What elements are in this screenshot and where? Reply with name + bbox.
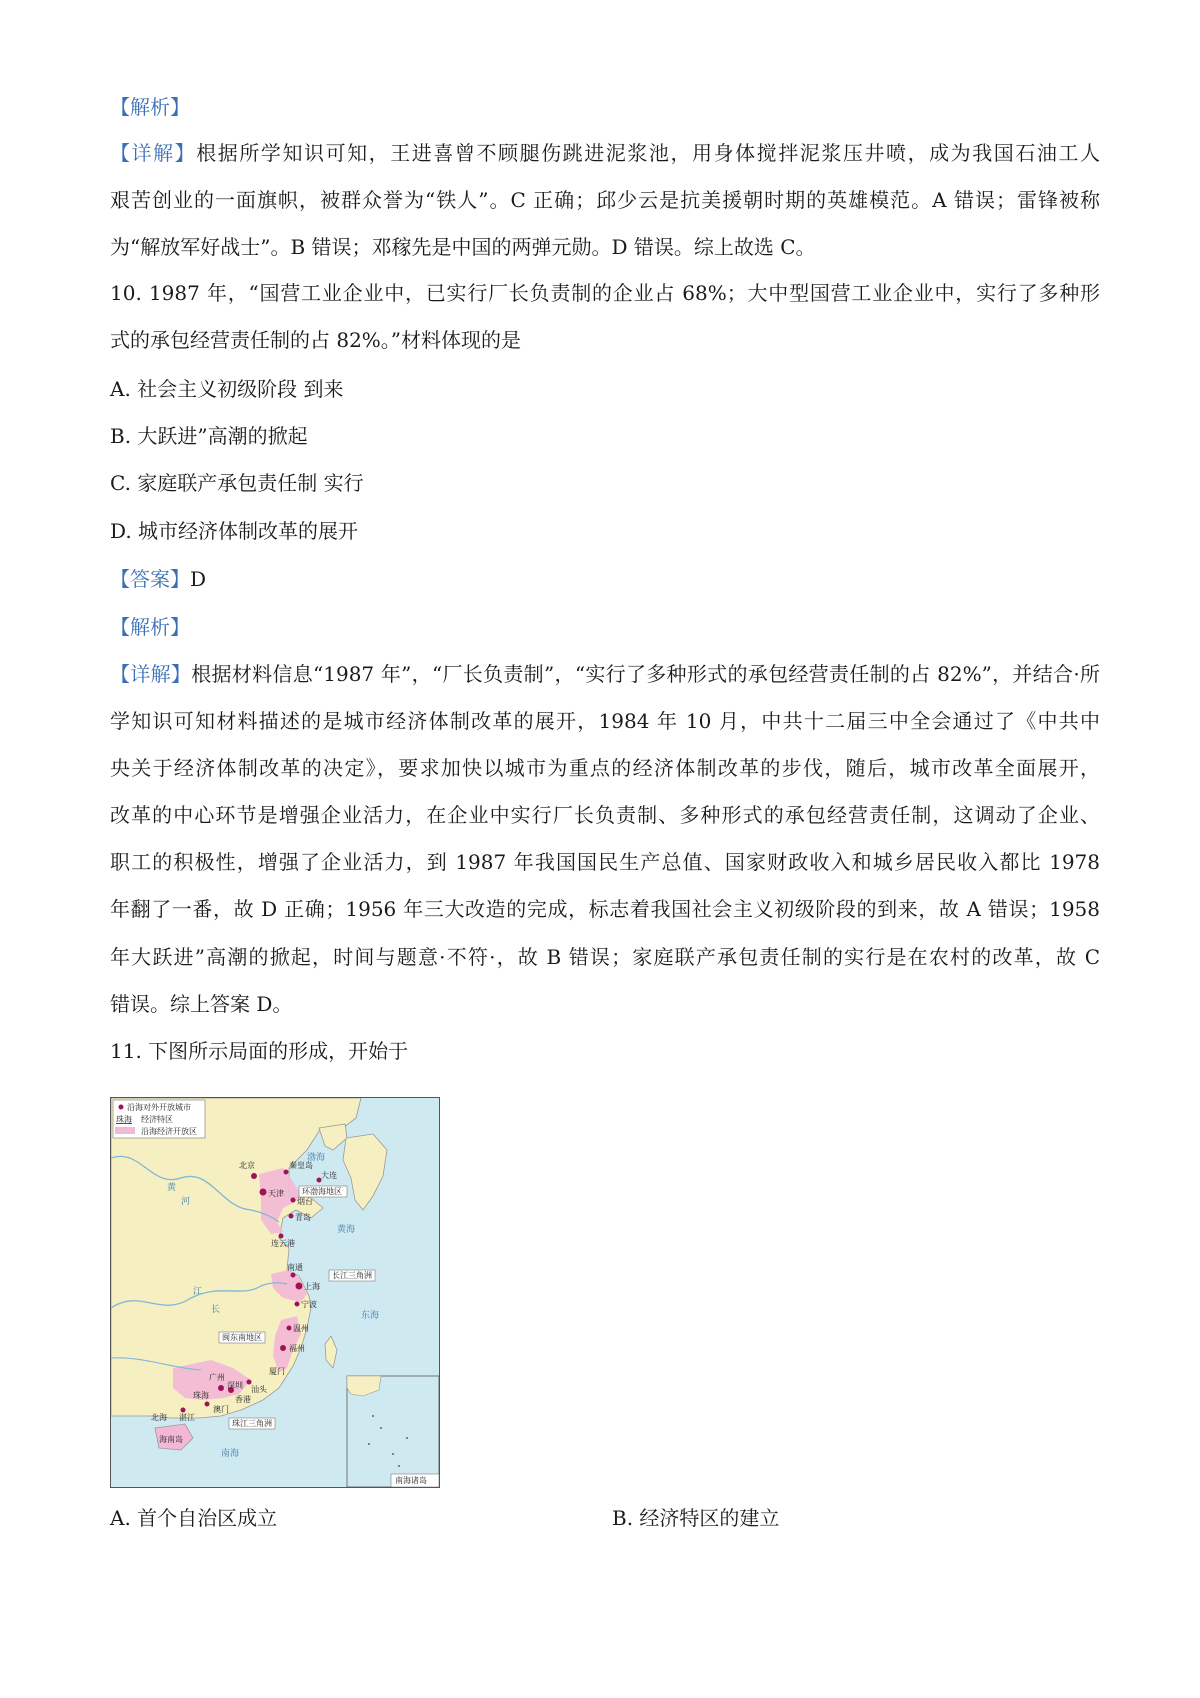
analysis-line-5: 职工的积极性，增强了企业活力，到 1987 年我国国民生产总值、国家财政收入和城乡居民收入都比 1978: [110, 850, 1100, 874]
analysis-heading-2: [110, 614, 1100, 640]
city-qinhuangdao: 秦皇岛: [289, 1161, 313, 1170]
sea-donghai: 东海: [361, 1311, 380, 1321]
analysis-line-6: 年翻了一番，故 D 正确；1956 年三大改造的完成，标志着我国社会主义初级阶段的到来，故 A 错误；1958: [110, 897, 1100, 921]
city-wenzhou: 温州: [293, 1324, 309, 1333]
city-shantou: 汕头: [251, 1385, 267, 1394]
river-label-chang: 长: [211, 1305, 221, 1315]
region-changjiang: 长江三角洲: [332, 1271, 372, 1280]
legend-sez: 经济特区: [141, 1115, 173, 1124]
detail-tag: 【详解】: [110, 662, 192, 686]
analysis-line-3: 央关于经济体制改革的决定》，要求加快以城市为重点的经济体制改革的步伐，随后，城市改革全面展开，: [110, 756, 1100, 780]
answer-line: [110, 566, 1100, 592]
city-qingdao: 青岛: [295, 1213, 311, 1222]
city-xiamen: 厦门: [269, 1367, 285, 1376]
city-yantai: 烟台: [297, 1197, 313, 1206]
map-svg: [111, 1098, 440, 1488]
sea-nanhai: 南海: [221, 1449, 240, 1459]
option-d: D. 城市经济体制改革的展开: [110, 519, 359, 543]
analysis-tag: 【解析】: [110, 615, 190, 639]
question-11-stem: 11. 下图所示局面的形成，开始于: [110, 1039, 409, 1063]
liaodong: [319, 1124, 347, 1150]
legend-open-city: 沿海对外开放城市: [127, 1103, 191, 1112]
city-zhanjiang: 湛江: [179, 1413, 195, 1422]
sea-bohai: 渤海: [307, 1153, 326, 1163]
detail-line-3: 为“解放军好战士”。B 错误；邓稼先是中国的两弹元勋。D 错误。综上故选 C。: [110, 235, 816, 259]
analysis-line-2: 学知识可知材料描述的是城市经济体制改革的展开，1984 年 10 月，中共十二届三中全会通过了《中共中: [110, 709, 1100, 733]
city-macau: 澳门: [213, 1405, 229, 1414]
city-beijing: 北京: [239, 1161, 255, 1170]
region-bohai: 环渤海地区: [302, 1187, 342, 1196]
region-zhujiang: 珠江三角洲: [232, 1419, 272, 1428]
legend-sez-sample: 珠海: [116, 1115, 132, 1124]
q11-option-b: B. 经济特区的建立: [612, 1506, 780, 1530]
analysis-line-8: 错误。综上答案 D。: [110, 992, 293, 1016]
city-zhuhai: 珠海: [193, 1391, 209, 1400]
question-10-stem-2: 式的承包经营责任制的占 82%。”材料体现的是: [110, 328, 522, 352]
analysis-line-1: [110, 661, 1100, 687]
city-guangzhou: 广州: [209, 1373, 225, 1382]
taiwan: [325, 1336, 337, 1368]
legend-zone: 沿海经济开放区: [141, 1127, 197, 1136]
city-lianyungang: 连云港: [271, 1239, 295, 1248]
analysis-line-7: 年大跃进”高潮的掀起，时间与题意·不符·，故 B 错误；家庭联产承包责任制的实行是在农村的改革，故 C: [110, 945, 1100, 969]
river-label-huang: 黄: [167, 1183, 177, 1193]
river-label-he: 河: [181, 1197, 191, 1207]
detail-line-2: 艰苦创业的一面旗帜，被群众誉为“铁人”。C 正确；邱少云是抗美援朝时期的英雄模范。A 错误；雷锋被称: [110, 188, 1100, 212]
option-c: C. 家庭联产承包责任制 实行: [110, 471, 364, 495]
city-dalian: 大连: [321, 1171, 337, 1180]
korea-peninsula: [343, 1134, 387, 1210]
analysis-tag: 【解析】: [110, 95, 190, 119]
question-10-stem-1: 10. 1987 年，“国营工业企业中，已实行厂长负责制的企业占 68%；大中型国营工业企业中，实行了多种形: [110, 281, 1100, 305]
option-a: A. 社会主义初级阶段 到来: [110, 377, 344, 401]
city-tianjin: 天津: [268, 1189, 284, 1198]
answer-value: D: [190, 567, 207, 591]
answer-tag: 【答案】: [110, 567, 190, 591]
analysis-heading-1: [110, 94, 1100, 120]
city-beihai: 北海: [151, 1413, 167, 1422]
river-label-jiang: 江: [193, 1287, 203, 1297]
detail-line-1: [110, 140, 1100, 166]
city-shanghai: 上海: [304, 1282, 320, 1291]
city-hongkong: 香港: [235, 1395, 251, 1404]
q11-option-a: A. 首个自治区成立: [110, 1506, 278, 1530]
city-ningbo: 宁波: [301, 1300, 317, 1309]
coastal-opening-map: [110, 1097, 440, 1488]
analysis-text: 根据材料信息“1987 年”，“厂长负责制”，“实行了多种形式的承包经营责任制的占 82%”，并结合·所: [191, 662, 1100, 686]
option-b: B. 大跃进”高潮的掀起: [110, 424, 308, 448]
city-shenzhen: 深圳: [227, 1381, 243, 1390]
sea-huanghai: 黄海: [337, 1225, 356, 1235]
analysis-line-4: 改革的中心环节是增强企业活力，在企业中实行厂长负责制、多种形式的承包经营责任制，这调动了企业、: [110, 803, 1100, 827]
detail-text: 根据所学知识可知，王进喜曾不顾腿伤跳进泥浆池，用身体搅拌泥浆压井喷，成为我国石油工人: [196, 141, 1101, 165]
label-hainan: 海南岛: [159, 1435, 183, 1444]
inset-label: 南海诸岛: [395, 1476, 427, 1485]
region-minnan: 闽东南地区: [222, 1333, 262, 1342]
city-nantong: 南通: [287, 1263, 303, 1272]
detail-tag: 【详解】: [110, 141, 197, 165]
city-fuzhou: 福州: [289, 1344, 305, 1353]
